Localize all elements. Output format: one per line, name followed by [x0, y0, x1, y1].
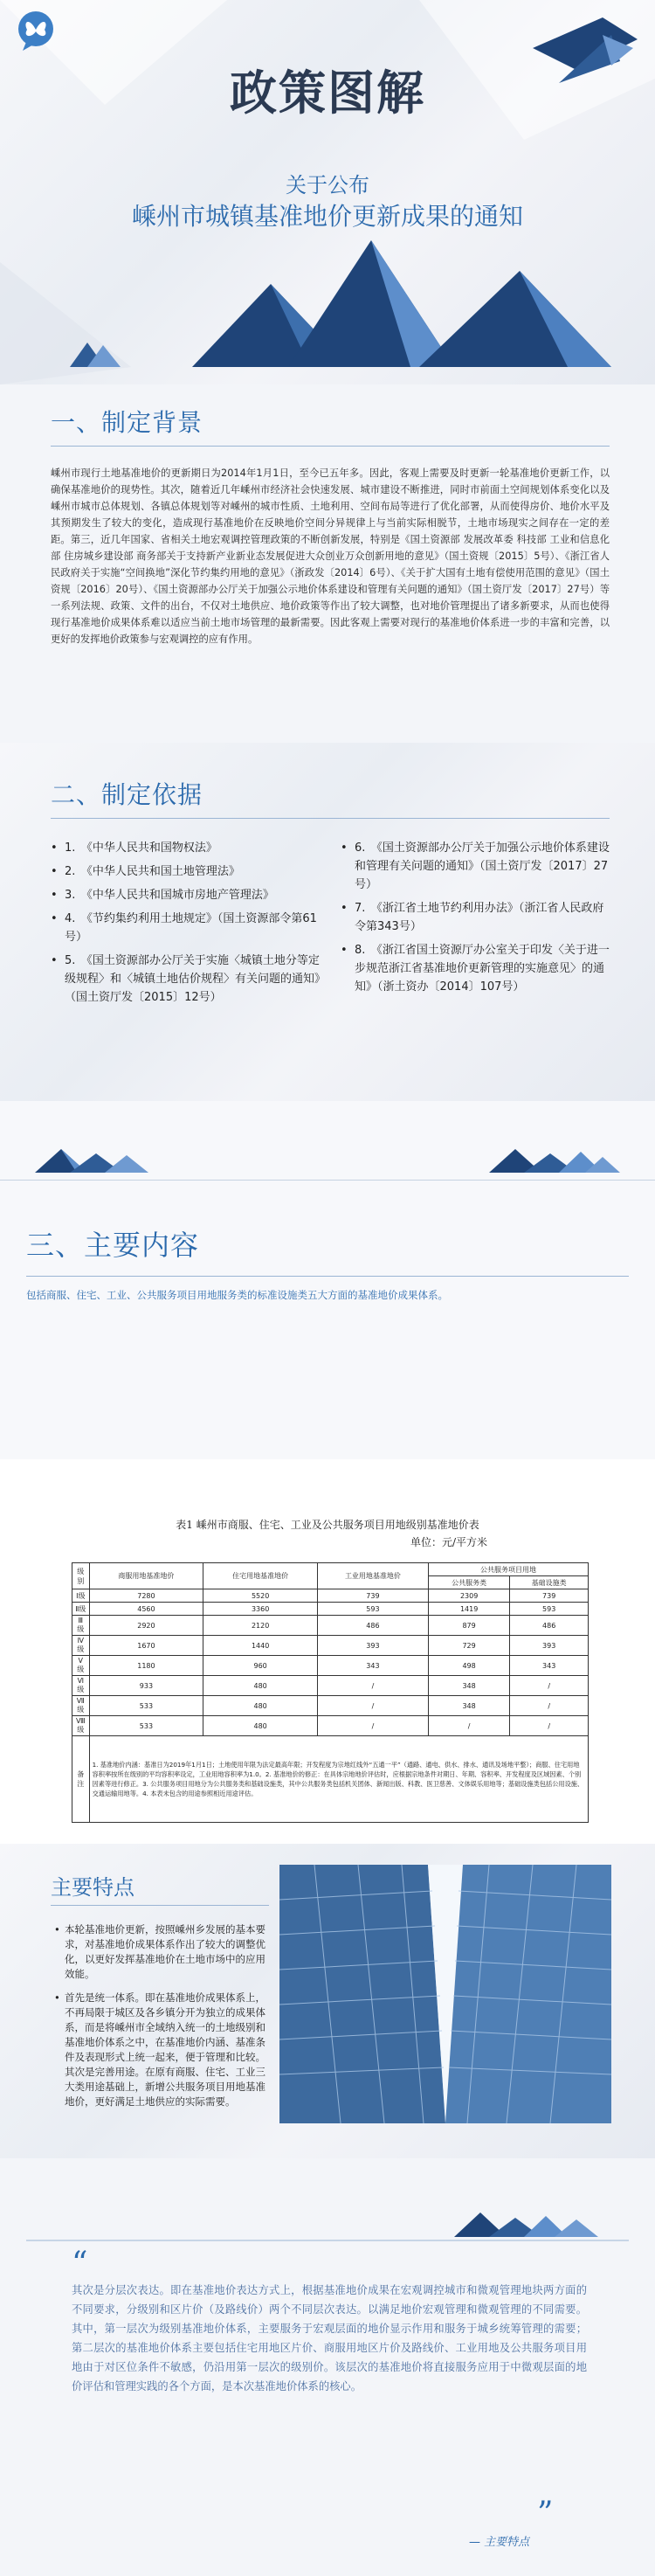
cell: 2120: [203, 1616, 318, 1636]
section-title-background: 一、制定背景: [51, 408, 203, 437]
quote-decoration: [0, 2158, 655, 2246]
cell: 348: [428, 1696, 509, 1716]
cell: 739: [510, 1589, 589, 1603]
cell: Ⅷ级: [72, 1716, 90, 1736]
cell: Ⅵ级: [72, 1676, 90, 1696]
butterfly-bubble-icon: [17, 10, 54, 52]
section-divider: [51, 818, 610, 819]
cell: 1440: [203, 1636, 318, 1656]
th-public-service-sub: 公共服务类: [428, 1576, 509, 1589]
section-title-content: 三、主要内容: [26, 1229, 200, 1262]
cell: 393: [317, 1636, 428, 1656]
cell: Ⅱ级: [72, 1603, 90, 1616]
table-unit: 单位：元/平方米: [410, 1536, 488, 1548]
basis-list-left: [51, 839, 321, 1012]
cell: 1419: [428, 1603, 509, 1616]
th-commercial: 商服用地基准地价: [89, 1563, 203, 1589]
cell: 486: [510, 1616, 589, 1636]
basis-item: • 3. 《中华人民共和国城市房地产管理法》: [51, 886, 321, 904]
close-quote-icon: ”: [537, 2496, 554, 2531]
cell: 498: [428, 1656, 509, 1676]
quote-text: 其次是分层次表达。即在基准地价表达方式上，根据基准地价成果在宏观调控城市和微观管理地块两方面的不同要求，分级别和区片价（及路线价）两个不同层次表达。以满足地价宏观管理和微观管理的不同需要。其中，第一层次为级别基准地价体系，主要服务于宏观层面的地价显示作用和服务于城乡统筹管理的需要；第二层次的基准地价体系主要包括住宅用地区片价、商服用地区片价及路线价、工业用地及公共服务项目用地由于对区位条件不敏感，仍沿用第一层次的级别价。该层次的基准地价将直接服务应用于中微观层面的地价评估和管理实践的各个方面，是本次基准地价体系的核心。: [72, 2284, 587, 2392]
cell: 729: [428, 1636, 509, 1656]
cell: 4560: [89, 1603, 203, 1616]
logo: [17, 10, 54, 56]
table-caption: 表1 嵊州市商服、住宅、工业及公共服务项目用地级别基准地价表: [176, 1519, 479, 1531]
table-note-row: [72, 1736, 589, 1823]
features-panel: [0, 1844, 655, 2158]
th-industrial: 工业用地基准地价: [317, 1563, 428, 1589]
content-intro: 包括商服、住宅、工业、公共服务项目用地服务类的标准设施类五大方面的基准地价成果体系。: [26, 1289, 448, 1301]
content-panel: [0, 1101, 655, 1459]
cell: /: [510, 1676, 589, 1696]
th-level: 级别: [72, 1563, 90, 1589]
building-image: [279, 1865, 611, 2123]
cell: 879: [428, 1616, 509, 1636]
basis-item: • 8. 《浙江省国土资源厅办公室关于印发〈关于进一步规范浙江省基准地价更新管理的实施意见〉的通知》（浙土资办〔2014〕107号）: [341, 941, 611, 996]
quote-panel: [0, 2158, 655, 2576]
cell: 593: [317, 1603, 428, 1616]
background-paragraph: [51, 465, 610, 647]
cell: 480: [203, 1696, 318, 1716]
basis-item: • 7. 《浙江省土地节约利用办法》（浙江省人民政府令第343号）: [341, 899, 611, 936]
cell: Ⅳ级: [72, 1636, 90, 1656]
table-row: [72, 1656, 589, 1676]
basis-item: • 2. 《中华人民共和国土地管理法》: [51, 862, 321, 881]
cell: 348: [428, 1676, 509, 1696]
cell: /: [510, 1716, 589, 1736]
cell: Ⅰ级: [72, 1589, 90, 1603]
cell: Ⅴ级: [72, 1656, 90, 1676]
cell: /: [510, 1696, 589, 1716]
cell: 1180: [89, 1656, 203, 1676]
cell: /: [428, 1716, 509, 1736]
cell: 393: [510, 1636, 589, 1656]
cell: /: [317, 1676, 428, 1696]
open-quote-icon: “: [72, 2246, 88, 2282]
section-divider: [51, 446, 610, 447]
table-row: [72, 1716, 589, 1736]
th-public-service: 公共服务项目用地: [428, 1563, 588, 1576]
features-title: 主要特点: [51, 1875, 134, 1900]
table-row: [72, 1636, 589, 1656]
cell: 480: [203, 1716, 318, 1736]
cell: /: [317, 1696, 428, 1716]
section-divider: [51, 1905, 269, 1906]
basis-item: • 4. 《节约集约利用土地规定》（国土资源部令第61号）: [51, 910, 321, 946]
cell: 480: [203, 1676, 318, 1696]
cell: 343: [510, 1656, 589, 1676]
cell: 933: [89, 1676, 203, 1696]
section-divider: [26, 1276, 629, 1277]
th-infrastructure-sub: 基础设施类: [510, 1576, 589, 1589]
note-text: 1. 基准地价内涵：基准日为2019年1月1日；土地使用年限为法定最高年限；开发程度为宗地红线外“五通一平”（通路、通电、供水、排水、通讯及场地平整）；商服、住宅用地容积率按所在级别的平均容积率设定，工业用地容积率为1.0。2. 基准地价的修正：在具体宗地地价评估时，应根据宗地条件对期日、年期、容积率、开发程度及区域因素、个别因素等进行修正。3. 公共服务项目用地分为公共服务类和基础设施类，其中公共服务类包括机关团体、新闻出版、科教、医卫慈善、文体娱乐用地等；基础设施类包括公用设施、交通运输用地等。4. 本表未包含的用途参照相近用途评估。: [89, 1736, 588, 1823]
cell: 1670: [89, 1636, 203, 1656]
section-title-basis: 二、制定依据: [51, 780, 203, 809]
basis-list-right: [341, 839, 611, 1001]
note-label: 备注: [72, 1736, 90, 1823]
price-table: [72, 1562, 589, 1823]
cell: Ⅶ级: [72, 1696, 90, 1716]
basis-item: • 6. 《国土资源部办公厅关于加强公示地价体系建设和管理有关问题的通知》（国土资厅发〔2017〕27号）: [341, 839, 611, 894]
table-row: [72, 1603, 589, 1616]
feature-item: • 本轮基准地价更新，按照嵊州乡发展的基本要求，对基准地价成果体系作出了较大的调整优化，以更好发挥基准地价在土地市场中的应用效能。: [54, 1922, 272, 1982]
cell: 2920: [89, 1616, 203, 1636]
cell: /: [317, 1716, 428, 1736]
cell: 533: [89, 1696, 203, 1716]
subtitle-line2: 嵊州市城镇基准地价更新成果的通知: [131, 202, 523, 231]
section-divider: [0, 1180, 655, 1181]
table-header-row: [72, 1563, 589, 1576]
basis-item: • 1. 《中华人民共和国物权法》: [51, 839, 321, 857]
table-row: [72, 1676, 589, 1696]
features-list: [54, 1922, 272, 2118]
cell: 5520: [203, 1589, 318, 1603]
th-residential: 住宅用地基准地价: [203, 1563, 318, 1589]
table-row: [72, 1589, 589, 1603]
cell: 7280: [89, 1589, 203, 1603]
cell: Ⅲ级: [72, 1616, 90, 1636]
cell: 3360: [203, 1603, 318, 1616]
table-panel: [0, 1459, 655, 1844]
cell: 960: [203, 1656, 318, 1676]
cell: 739: [317, 1589, 428, 1603]
background-text: 嵊州市现行土地基准地价的更新期日为2014年1月1日，至今已五年多。因此，客观上需要及时更新一轮基准地价更新工作，以确保基准地价的现势性。其次，随着近几年嵊州市经济社会快速发展、城市建设不断推进，同时市前面土空间规划体系变化以及嵊州市城市总体规划、各镇总体规划等对嵊州的城市性质、土地利用、空间布局等进行了优化部署，从而使得房价、地价水平及其预期发生了较大的变化，造成现行基准地价在反映地价空间分异规律上与当前实际相脱节，土地市场现实之间存在一定的差距。第三，近几年国家、省相关土地宏观调控管理政策的不断创新发展，特别是《国土资源部 发展改革委 科技部 工业和信息化部 住房城乡建设部 商务部关于支持新产业新业态发展促进大众创业万众创新用地的意见》（国土资规〔2015〕5号）、《浙江省人民政府关于实施“空间换地”深化节约集约用地的意见》（浙政发〔2014〕6号）、《关于扩大国有土地有偿使用范围的意见》（国土资规〔2016〕20号）、《国土资源部办公厅关于加强公示地价体系建设和管理有关问题的通知》（国土资厅发〔2017〕27号）等一系列法规、政策、文件的出台，不仅对土地供应、地价政策等作出了较大调整，也对地价管理提出了诸多新要求，从而也使得现行基准地价成果体系难以适应当前土地市场管理的最新需要。因此客观上需要对现行的基准地价体系进一步的丰富和完善，以更好的发挥地价政策参与宏观调控的应有作用。: [51, 467, 610, 645]
feature-item: • 首先是统一体系。即在基准地价成果体系上，不再局限于城区及各乡镇分开为独立的成果体系，而是将嵊州市全域纳入统一的土地级别和基准地价体系之中，在基准地价内涵、基准条件及表现形式上统一起来，便于管理和比较。其次是完善用途。在原有商服、住宅、工业三大类用途基础上，新增公共服务项目用地基准地价，更好满足土地供应的实际需要。: [54, 1991, 272, 2109]
cell: 533: [89, 1716, 203, 1736]
cell: 593: [510, 1603, 589, 1616]
table-row: [72, 1696, 589, 1716]
basis-panel: [0, 743, 655, 1101]
table-row: [72, 1616, 589, 1636]
header-panel: [0, 0, 655, 384]
section3-decoration: [0, 1101, 655, 1180]
page-title: 政策图解: [230, 66, 425, 121]
background-panel: [0, 384, 655, 743]
cell: 486: [317, 1616, 428, 1636]
basis-item: • 5. 《国土资源部办公厅关于实施〈城镇土地分等定级规程〉和〈城镇土地估价规程〉有关问题的通知》（国土资厅发〔2015〕12号）: [51, 952, 321, 1007]
cell: 343: [317, 1656, 428, 1676]
subtitle-line1: 关于公布: [286, 173, 369, 197]
cell: 2309: [428, 1589, 509, 1603]
quote-signature: — 主要特点: [469, 2536, 530, 2549]
